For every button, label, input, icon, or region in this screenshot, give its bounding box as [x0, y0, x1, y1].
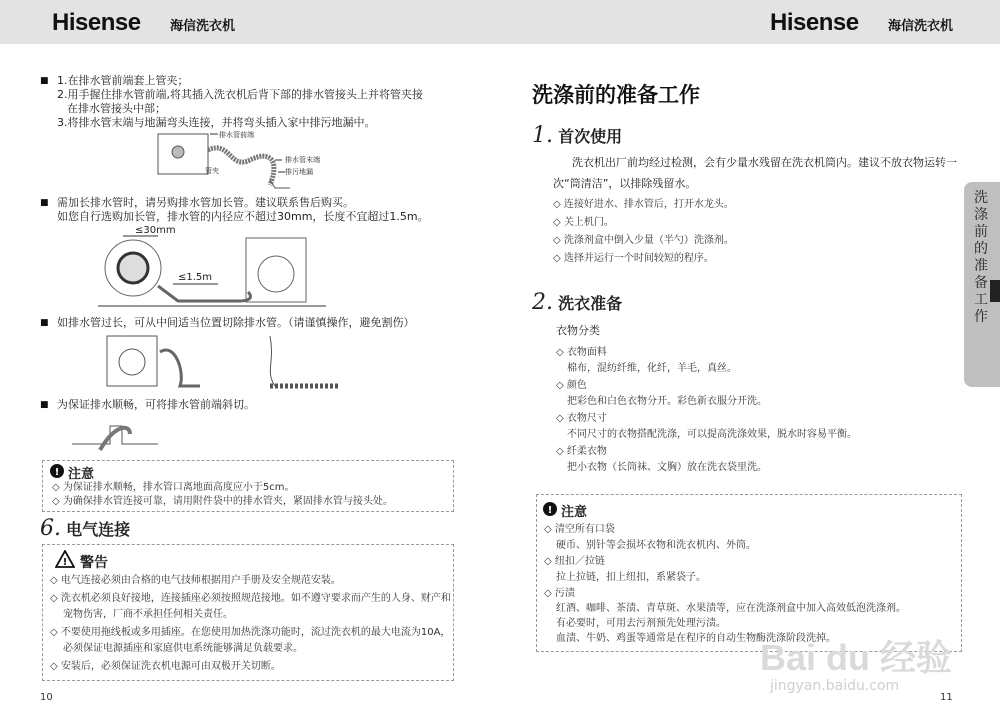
first-use-step: ◇ 洗涤剂盒中倒入少量（半勺）洗涤剂。: [553, 235, 734, 246]
note-row-body: 有必要时，可用去污剂预先处理污渍。: [556, 618, 726, 629]
page-title: 洗涤前的准备工作: [532, 83, 700, 107]
group-body: 棉布，混纺纤维，化纤，羊毛，真丝。: [567, 363, 737, 374]
fig1-label-front: 排水管前端: [219, 131, 254, 139]
extension-hose-figure: [98, 226, 328, 310]
fig1-label-drain: 排污地漏: [285, 168, 313, 176]
chapter-side-tab-label: 洗涤前的准备工作: [974, 190, 988, 325]
drain-hose-figure: [150, 130, 370, 192]
group-head: ◇ 颜色: [556, 380, 587, 391]
drain-step-1: 1.在排水管前端套上管夹；: [57, 74, 189, 87]
bullet-icon: ■: [40, 318, 49, 328]
note-row-body: 拉上拉链，扣上纽扣，系紧袋子。: [556, 572, 706, 583]
brand-logo-right: Hisense: [770, 9, 859, 36]
cut-hose-figure: [105, 332, 345, 394]
drain-step-2-cont: 在排水管接头中部；: [67, 102, 166, 115]
group-head: ◇ 衣物面料: [556, 347, 607, 358]
brand-subtitle-right: 海信洗衣机: [888, 19, 954, 34]
warning-line: ◇ 电气连接必须由合格的电气技师根据用户手册及安全规范安装。: [50, 575, 341, 586]
note-title: 注意: [561, 505, 588, 520]
first-use-step: ◇ 连接好进水、排水管后，打开水龙头。: [553, 199, 734, 210]
first-use-intro-1: 洗衣机出厂前均经过检测，会有少量水残留在洗衣机筒内。建议不放衣物运转一: [572, 156, 957, 169]
watermark-logo: Bai du 经验: [760, 637, 953, 678]
extend-text-1: 需加长排水管时，请另购排水管加长管。建议联系售后购买。: [57, 196, 354, 209]
note-icon: [50, 464, 64, 478]
section-1-heading: 1. 首次使用: [532, 123, 623, 148]
page-number-right: 11: [940, 692, 953, 703]
group-head: ◇ 纤柔衣物: [556, 446, 607, 457]
extend-text-2: 如您自行选购加长管，排水管的内径应不超过30mm，长度不宜超过1.5m。: [57, 210, 429, 223]
group-body: 把小衣物（长筒袜、文胸）放在洗衣袋里洗。: [567, 462, 767, 473]
svg-text:!: !: [62, 557, 68, 568]
warning-line: 必须保证电源插座和家庭供电系统能够满足负载要求。: [63, 643, 303, 654]
warning-line: ◇ 安装后，必须保证洗衣机电源可由双极开关切断。: [50, 661, 281, 672]
page-number-left: 10: [40, 692, 53, 703]
warning-line: ◇ 不要使用拖线板或多用插座。在您使用加热洗涤功能时，流过洗衣机的最大电流为10A，: [50, 627, 451, 638]
brand-subtitle-left: 海信洗衣机: [170, 19, 236, 34]
slant-cut-text: 为保证排水顺畅，可将排水管前端斜切。: [57, 398, 255, 411]
warning-line: ◇ 洗衣机必须良好接地，连接插座必须按照规范接地。如不遵守要求而产生的人身、财产和: [50, 593, 451, 604]
note-item: ◇ 为保证排水顺畅，排水管口离地面高度应小于5cm。: [52, 482, 295, 493]
drain-step-3: 3.将排水管末端与地漏弯头连接，并将弯头插入家中排污地漏中。: [57, 116, 376, 129]
note-icon: [543, 502, 557, 516]
note-row-body: 血渍、牛奶、鸡蛋等通常是在程序的自动生物酶洗涤阶段洗掉。: [556, 633, 836, 644]
note-row-body: 硬币、别针等会损坏衣物和洗衣机内、外筒。: [556, 540, 756, 551]
first-use-intro-2: 次“筒清洁”，以排除残留水。: [553, 177, 697, 190]
drain-step-2: 2.用手握住排水管前端,将其插入洗衣机后背下部的排水管接头上并将管夹接: [57, 88, 423, 101]
fig1-label-end: 排水管末端: [285, 156, 320, 164]
note-row-head: ◇ 纽扣／拉链: [544, 556, 605, 567]
group-head: ◇ 衣物尺寸: [556, 413, 607, 424]
warning-line: 宠物伤害，厂商不承担任何相关责任。: [63, 609, 233, 620]
first-use-step: ◇ 选择并运行一个时间较短的程序。: [553, 253, 714, 264]
bullet-icon: ■: [40, 400, 49, 410]
bullet-icon: ■: [40, 198, 49, 208]
watermark-url: jingyan.baidu.com: [770, 678, 900, 694]
slant-cut-figure: [70, 414, 160, 454]
warning-triangle-icon: [55, 550, 75, 568]
bullet-icon: ■: [40, 76, 49, 86]
fig2-label-diameter: ≤30mm: [135, 225, 176, 236]
group-body: 把彩色和白色衣物分开。彩色新衣服分开洗。: [567, 396, 767, 407]
first-use-step: ◇ 关上机门。: [553, 217, 614, 228]
fig2-label-length: ≤1.5m: [178, 272, 213, 283]
svg-text:!: !: [547, 505, 553, 516]
classify-heading: 衣物分类: [556, 324, 600, 337]
svg-text:!: !: [54, 467, 60, 478]
chapter-marker: [990, 280, 1000, 302]
section-2-heading: 2. 洗衣准备: [532, 290, 623, 315]
brand-logo-left: Hisense: [52, 9, 141, 36]
cut-hose-text: 如排水管过长，可从中间适当位置切除排水管。（请谨慎操作，避免割伤）: [57, 316, 415, 329]
note-title: 注意: [68, 467, 95, 482]
section-6-heading: 6. 电气连接: [40, 516, 131, 541]
note-item: ◇ 为确保排水管连接可靠，请用附件袋中的排水管夹，紧固排水管与接头处。: [52, 496, 393, 507]
warning-title: 警告: [80, 555, 108, 571]
fig1-label-clamp: 管夹: [205, 167, 219, 175]
note-row-head: ◇ 污渍: [544, 588, 575, 599]
group-body: 不同尺寸的衣物搭配洗涤，可以提高洗涤效果，脱水时容易平衡。: [567, 429, 857, 440]
note-row-head: ◇ 清空所有口袋: [544, 524, 615, 535]
note-row-body: 红酒、咖啡、茶渍、青草斑、水果渍等，应在洗涤剂盒中加入高效低泡洗涤剂。: [556, 603, 906, 614]
